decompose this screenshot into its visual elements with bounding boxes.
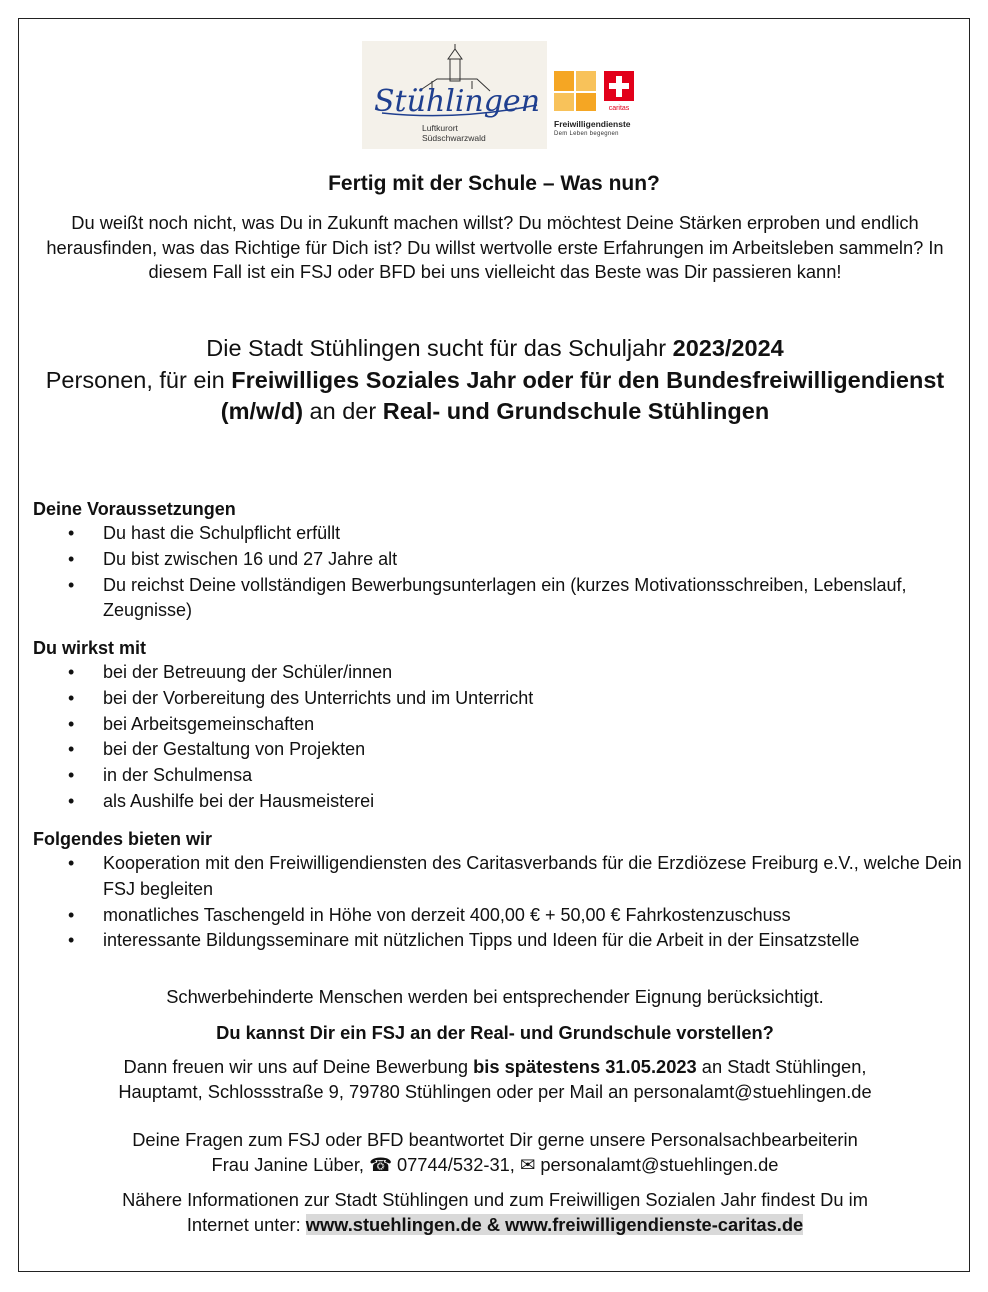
more-prefix: Internet unter: bbox=[186, 1213, 306, 1235]
phone-icon: ☎ bbox=[369, 1153, 392, 1175]
list-item: • bei der Betreuung der Schüler/innen bbox=[33, 660, 963, 686]
section-offer bbox=[33, 827, 963, 954]
list-item: • bei der Gestaltung von Projekten bbox=[33, 737, 963, 763]
lead-text-1: Die Stadt Stühlingen sucht für das Schuljahr bbox=[206, 335, 673, 361]
stuehlingen-logo bbox=[362, 41, 547, 149]
section-tasks bbox=[33, 636, 963, 815]
page-title: Fertig mit der Schule – Was nun? bbox=[328, 172, 660, 195]
apply-deadline: bis spätestens 31.05.2023 bbox=[473, 1056, 697, 1077]
section-heading: Du wirkst mit bbox=[33, 638, 147, 658]
list-item: • monatliches Taschengeld in Höhe von derzeit 400,00 € + 50,00 € Fahrkostenzuschuss bbox=[33, 903, 963, 929]
section-heading: Deine Voraussetzungen bbox=[33, 499, 236, 519]
list-item: • Du bist zwischen 16 und 27 Jahre alt bbox=[33, 547, 963, 573]
lead-year: 2023/2024 bbox=[672, 335, 784, 361]
lead-text-2: Personen, für ein bbox=[45, 366, 232, 393]
apply-address: Hauptamt, Schlossstraße 9, 79780 Stühlingen oder per Mail an personalamt@stuehlingen.de bbox=[118, 1080, 872, 1102]
mail-icon: ✉ bbox=[519, 1153, 536, 1175]
lead-paragraph bbox=[39, 333, 951, 428]
contact-paragraph bbox=[19, 1128, 971, 1177]
disability-note: Schwerbehinderte Menschen werden bei entsprechender Eignung berücksichtigt. bbox=[166, 986, 824, 1007]
intro-paragraph: Du weißt noch nicht, was Du in Zukunft machen willst? Du möchtest Deine Stärken erproben und endlich herausfinden, was das Richtige für Dich ist? Du willst wertvolle erste Erfahrungen im Arbeitsleben sammeln? In diesem Fall ist ein FSJ oder BFD bei uns vielleicht das Beste was Dir passieren kann! bbox=[46, 212, 944, 282]
apply-text-2: an Stadt Stühlingen, bbox=[696, 1056, 867, 1077]
lead-bold-2: Real- und Grundschule Stühlingen bbox=[382, 398, 770, 424]
contact-name: Frau Janine Lüber, bbox=[211, 1153, 370, 1175]
section-requirements bbox=[33, 497, 963, 624]
logo-line1: Luftkurort bbox=[422, 123, 458, 133]
list-item: • bei Arbeitsgemeinschaften bbox=[33, 712, 963, 738]
caritas-badge: caritas bbox=[608, 105, 630, 112]
caritas-name: Freiwilligendienste bbox=[554, 119, 631, 129]
more-line1: Nähere Informationen zur Stadt Stühlingen und zum Freiwilligen Sozialen Jahr findest Du im bbox=[122, 1189, 868, 1210]
list-item: • interessante Bildungsseminare mit nützlichen Tipps und Ideen für die Arbeit in der Einsatzstelle bbox=[33, 928, 963, 954]
contact-line1: Deine Fragen zum FSJ oder BFD beantwortet Dir gerne unsere Personalsachbearbeiterin bbox=[132, 1129, 858, 1150]
contact-phone: 07744/532-31, bbox=[391, 1153, 520, 1175]
apply-paragraph bbox=[19, 1055, 971, 1104]
list-item: • bei der Vorbereitung des Unterrichts und im Unterricht bbox=[33, 686, 963, 712]
section-heading: Folgendes bieten wir bbox=[33, 829, 213, 849]
apply-text-1: Dann freuen wir uns auf Deine Bewerbung bbox=[123, 1056, 474, 1077]
list-item: • Kooperation mit den Freiwilligendiensten des Caritasverbands für die Erzdiözese Freiburg e.V., welche Dein FSJ begleiten bbox=[33, 851, 963, 903]
logo-script: Stühlingen bbox=[373, 84, 541, 119]
more-info-paragraph bbox=[19, 1188, 971, 1237]
logo-row bbox=[19, 41, 969, 151]
website-links[interactable]: www.stuehlingen.de & www.freiwilligendienste-caritas.de bbox=[305, 1213, 804, 1235]
caritas-tagline: Dem Leben begegnen bbox=[554, 131, 619, 137]
lead-text-3: an der bbox=[303, 398, 383, 424]
list-item: • Du hast die Schulpflicht erfüllt bbox=[33, 521, 963, 547]
lead-bold-1: Freiwilliges Soziales Jahr oder für den Bundesfreiwilligendienst (m/w/d) bbox=[220, 366, 945, 424]
caritas-logo bbox=[554, 71, 664, 141]
contact-email: personalamt@stuehlingen.de bbox=[535, 1153, 779, 1175]
logo-line2: Südschwarzwald bbox=[422, 133, 486, 143]
question-line: Du kannst Dir ein FSJ an der Real- und Grundschule vorstellen? bbox=[216, 1022, 774, 1043]
list-item: • in der Schulmensa bbox=[33, 763, 963, 789]
document-frame bbox=[18, 18, 970, 1272]
list-item: • als Aushilfe bei der Hausmeisterei bbox=[33, 789, 963, 815]
list-item: • Du reichst Deine vollständigen Bewerbungsunterlagen ein (kurzes Motivationsschreiben, Lebenslauf, Zeugnisse) bbox=[33, 573, 963, 625]
